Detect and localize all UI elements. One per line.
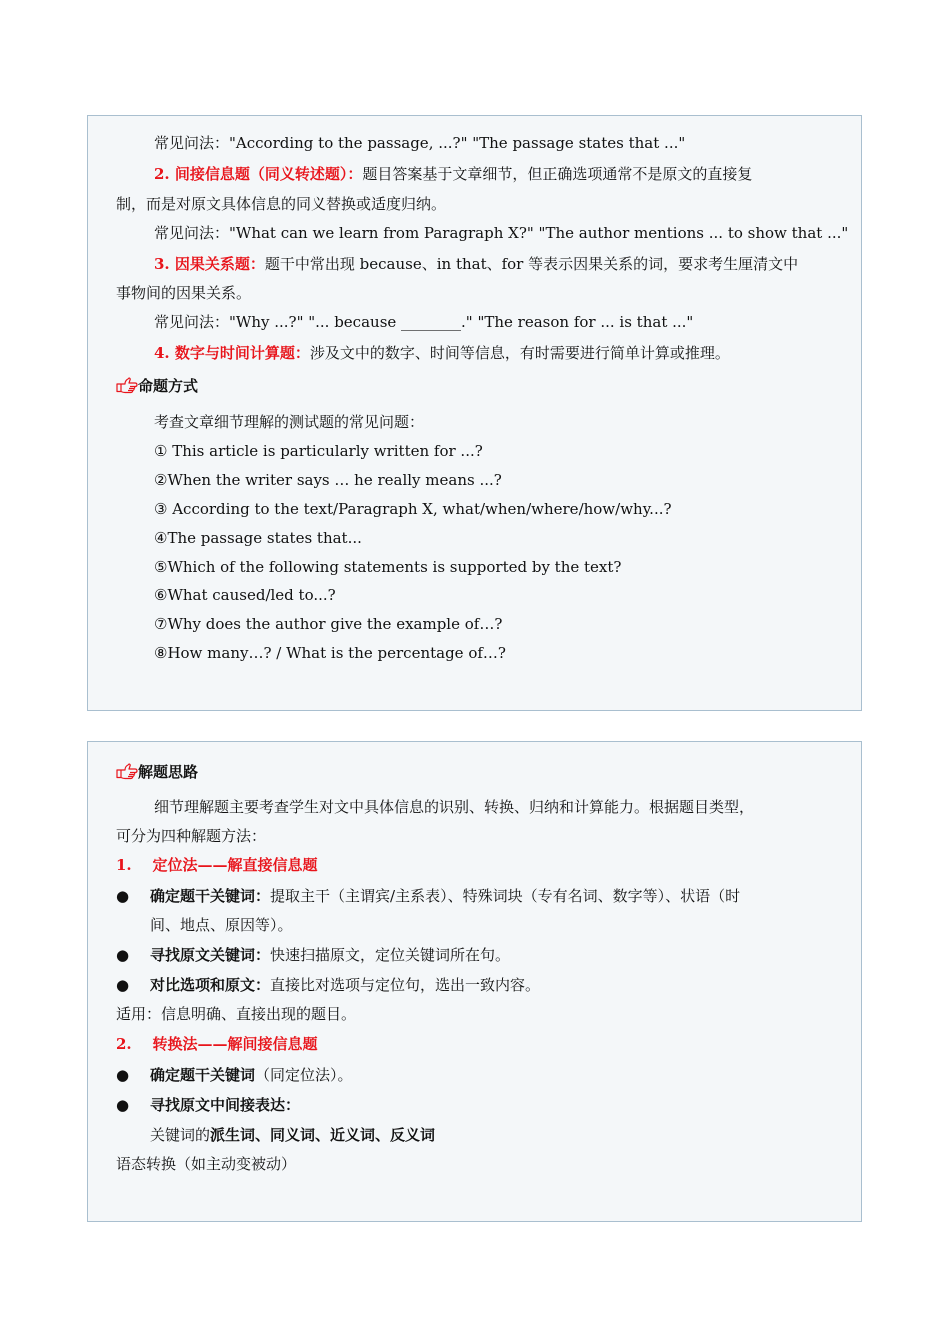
method-2-step-2: 寻找原文中间接表达： <box>150 1096 301 1114</box>
method-1-step-1: 确定题干关键词：提取主干（主谓宾/主系表）、特殊词块（专有名词、数字等）、状语（时 <box>150 887 741 905</box>
bullet-icon: ● <box>116 887 130 905</box>
section-heading-question-forms: 命题方式 <box>116 375 198 397</box>
pointing-hand-icon <box>116 376 138 394</box>
type-3-paragraph: 3. 因果关系题：题干中常出现 because、in that、for 等表示因果关系的词，要求考生厘清文中 <box>154 255 799 273</box>
keyword-variants: 关键词的派生词、同义词、近义词、反义词 <box>150 1126 436 1144</box>
question-types-panel <box>87 115 862 711</box>
list-item: ⑦Why does the author give the example of…? <box>154 615 503 633</box>
bullet-icon: ● <box>116 1066 130 1084</box>
common-phrasing-1: 常见问法："According to the passage, ...?" "The passage states that ..." <box>154 134 686 152</box>
type-2-paragraph: 2. 间接信息题（同义转述题）：题目答案基于文章细节，但正确选项通常不是原文的直接复 <box>154 165 753 183</box>
section-heading-solving-approach: 解题思路 <box>116 761 198 783</box>
list-item: ④The passage states that... <box>154 529 362 547</box>
method-2-step-1: 确定题干关键词（同定位法）。 <box>150 1066 353 1084</box>
pointing-hand-icon <box>116 762 138 780</box>
bullet-icon: ● <box>116 976 130 994</box>
list-item: ②When the writer says … he really means ...? <box>154 471 502 489</box>
intro-line-2: 可分为四种解题方法： <box>116 827 267 845</box>
bullet-icon: ● <box>116 946 130 964</box>
voice-conversion: 语态转换（如主动变被动） <box>116 1155 297 1173</box>
question-list-intro: 考查文章细节理解的测试题的常见问题： <box>154 413 425 431</box>
list-item: ⑤Which of the following statements is supported by the text? <box>154 558 622 576</box>
method-1-applicability: 适用：信息明确、直接出现的题目。 <box>116 1005 357 1023</box>
type-4-paragraph: 4. 数字与时间计算题：涉及文中的数字、时间等信息，有时需要进行简单计算或推理。 <box>154 344 730 362</box>
method-1-step-1-continuation: 间、地点、原因等）。 <box>150 916 293 934</box>
method-2-title: 2. 转换法——解间接信息题 <box>116 1035 318 1053</box>
type-3-title: 3. 因果关系题： <box>154 255 265 273</box>
method-1-step-2: 寻找原文关键词：快速扫描原文，定位关键词所在句。 <box>150 946 511 964</box>
type-4-title: 4. 数字与时间计算题： <box>154 344 310 362</box>
list-item: ⑧How many…? / What is the percentage of…? <box>154 644 506 662</box>
list-item: ⑥What caused/led to...? <box>154 586 336 604</box>
common-phrasing-3: 常见问法："Why ...?" "... because ________." "The reason for ... is that ..." <box>154 313 694 331</box>
type-2-continuation: 制，而是对原文具体信息的同义替换或适度归纳。 <box>116 195 447 213</box>
common-phrasing-2: 常见问法："What can we learn from Paragraph X?" "The author mentions ... to show that ..." <box>154 224 849 242</box>
solving-approach-panel <box>87 741 862 1222</box>
list-item: ① This article is particularly written for ...? <box>154 442 483 460</box>
bullet-icon: ● <box>116 1096 130 1114</box>
type-2-title: 2. 间接信息题（同义转述题）： <box>154 165 363 183</box>
method-1-title: 1. 定位法——解直接信息题 <box>116 856 318 874</box>
intro-line-1: 细节理解题主要考查学生对文中具体信息的识别、转换、归纳和计算能力。根据题目类型， <box>154 798 755 816</box>
list-item: ③ According to the text/Paragraph X, what/when/where/how/why...? <box>154 500 672 518</box>
method-1-step-3: 对比选项和原文：直接比对选项与定位句，选出一致内容。 <box>150 976 541 994</box>
type-3-continuation: 事物间的因果关系。 <box>116 284 252 302</box>
